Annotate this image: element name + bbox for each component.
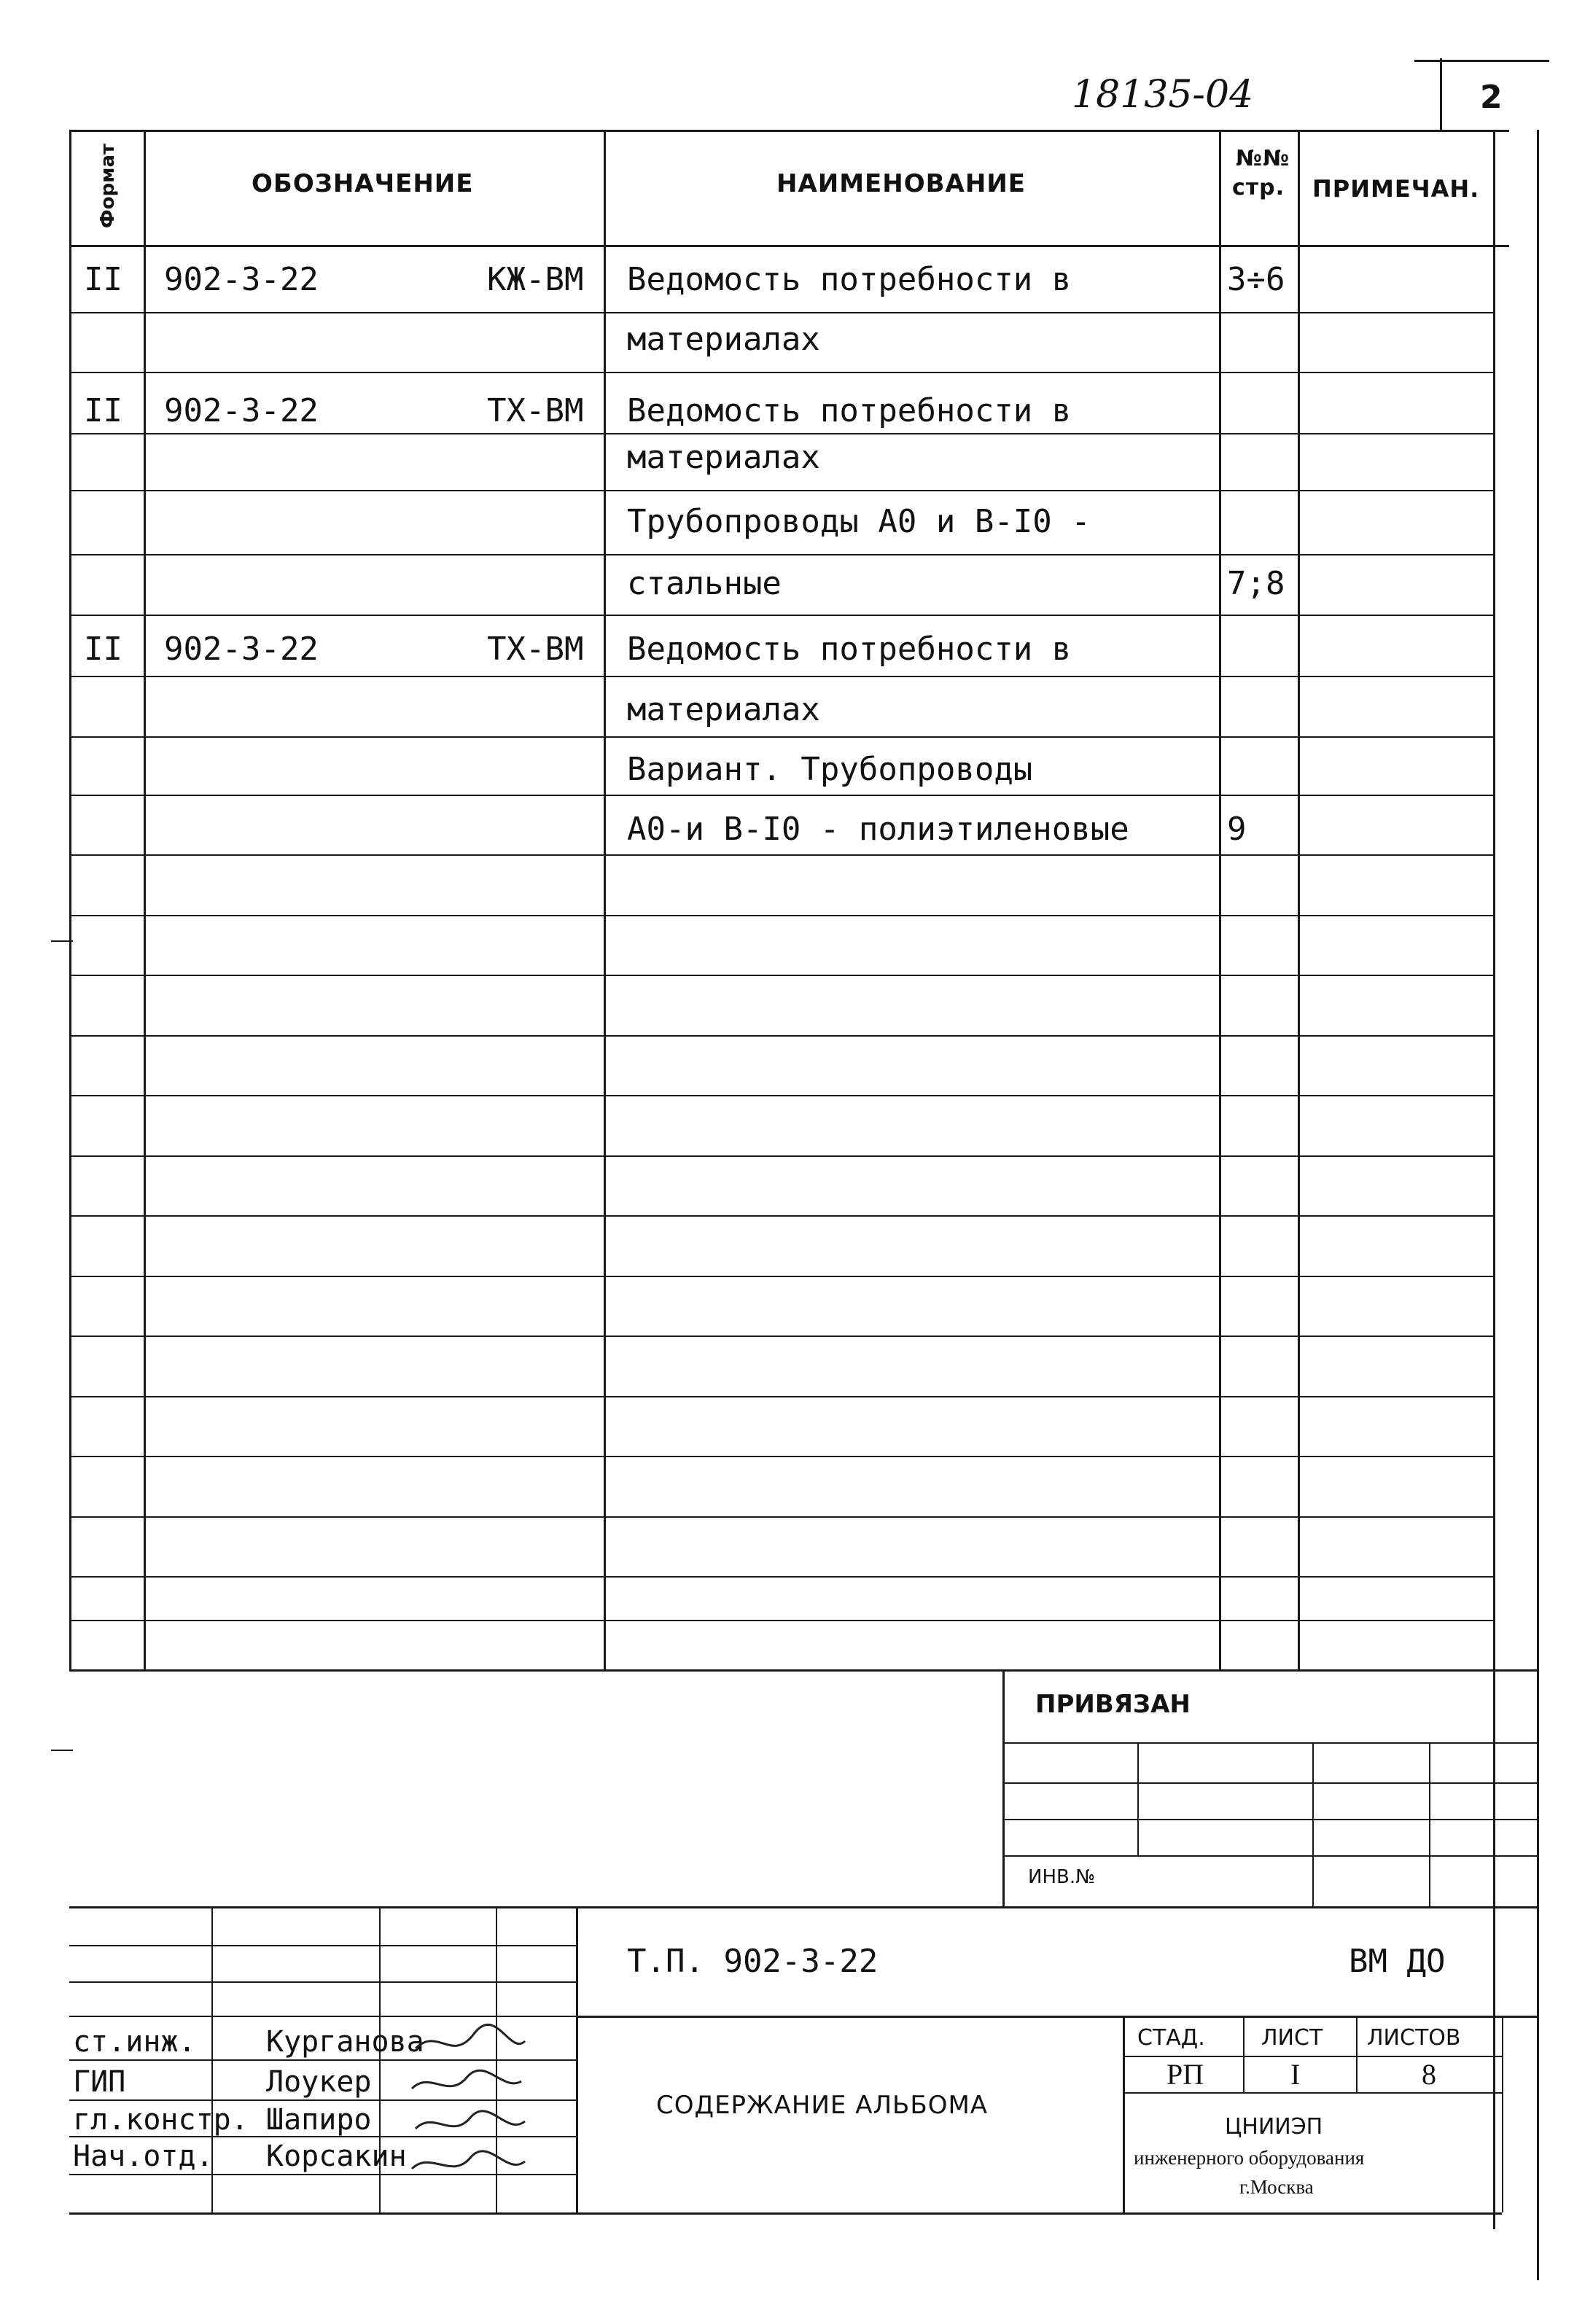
row-line xyxy=(69,854,1495,856)
row-line xyxy=(69,676,1495,677)
stage-label: СТАД. xyxy=(1137,2025,1205,2051)
header-pages-top: №№ xyxy=(1236,146,1290,171)
table-bottom-border xyxy=(69,1669,1538,1672)
row-code: 902-3-22 xyxy=(164,261,319,298)
org-line2: инженерного оборудования xyxy=(1134,2147,1365,2169)
row-line xyxy=(69,615,1495,616)
row-name: Вариант. Трубопроводы xyxy=(627,751,1033,788)
inv-label: ИНВ.№ xyxy=(1028,1866,1096,1888)
sig-line xyxy=(69,2016,576,2017)
row-line xyxy=(69,736,1495,738)
row-line xyxy=(69,975,1495,976)
row-line xyxy=(69,1155,1495,1157)
row-line xyxy=(69,554,1495,555)
privyazan-title: ПРИВЯЗАН xyxy=(1035,1690,1191,1719)
sig-role: ст.инж. xyxy=(73,2025,196,2059)
stage-line xyxy=(1123,2092,1502,2094)
row-suffix: КЖ-ВМ xyxy=(487,261,584,298)
signature-scribble xyxy=(412,2070,521,2089)
privyazan-vline xyxy=(1429,1742,1430,1906)
row-line xyxy=(69,372,1495,373)
sheets-label: ЛИСТОВ xyxy=(1367,2025,1461,2051)
col-line-right xyxy=(1493,130,1495,2229)
row-line xyxy=(69,1620,1495,1621)
row-line xyxy=(69,1335,1495,1337)
header-format: Формат xyxy=(97,143,119,229)
row-name: А0-и В-I0 - полиэтиленовые xyxy=(627,811,1129,848)
org-line3: г.Москва xyxy=(1239,2176,1314,2198)
row-line xyxy=(69,915,1495,916)
row-name: материалах xyxy=(627,321,820,358)
col-line-pages xyxy=(1298,130,1300,1672)
col-line-format xyxy=(144,130,146,1672)
stage-vline xyxy=(1502,2016,1503,2212)
album-title: СОДЕРЖАНИЕ АЛЬБОМА xyxy=(656,2091,989,2120)
col-line-left xyxy=(69,130,71,1672)
sheet-box-top xyxy=(1414,60,1549,62)
signature-scribble xyxy=(412,2151,525,2169)
row-name: Трубопроводы А0 и В-I0 - xyxy=(627,503,1091,540)
row-line xyxy=(69,312,1495,313)
row-name: стальные xyxy=(627,565,782,602)
row-name: материалах xyxy=(627,691,820,728)
signature-scribbles xyxy=(408,2019,532,2209)
row-name: Ведомость потребности в xyxy=(627,631,1072,668)
row-line xyxy=(69,490,1495,491)
row-line xyxy=(69,1095,1495,1096)
row-name: материалах xyxy=(627,439,820,476)
sig-role: ГИП xyxy=(73,2065,126,2099)
row-line xyxy=(69,1456,1495,1457)
privyazan-line xyxy=(1002,1782,1538,1784)
privyazan-left xyxy=(1002,1671,1005,1908)
privyazan-line xyxy=(1002,1855,1538,1857)
sheet-number: 2 xyxy=(1480,79,1503,116)
row-line xyxy=(69,1215,1495,1217)
row-code: 902-3-22 xyxy=(164,392,319,429)
table-top-border xyxy=(69,130,1509,132)
row-name: Ведомость потребности в xyxy=(627,261,1072,298)
org-line1: ЦНИИЭП xyxy=(1225,2114,1323,2140)
row-format: II xyxy=(84,631,122,668)
doc-number: 18135-04 xyxy=(1072,73,1254,117)
stage-vline xyxy=(1356,2016,1358,2092)
titleblock-top xyxy=(69,1906,1538,1908)
header-designation: ОБОЗНАЧЕНИЕ xyxy=(252,169,474,198)
col-line-name xyxy=(1219,130,1221,1672)
header-name: НАИМЕНОВАНИЕ xyxy=(776,169,1027,198)
edge-mark xyxy=(51,1750,73,1751)
row-suffix: ТХ-ВМ xyxy=(487,392,584,429)
privyazan-vline xyxy=(1312,1742,1314,1906)
row-pages: 9 xyxy=(1227,811,1247,848)
header-bottom-border xyxy=(69,245,1509,247)
stage-vline xyxy=(1243,2016,1245,2092)
header-note: ПРИМЕЧАН. xyxy=(1312,175,1480,203)
row-line xyxy=(69,795,1495,796)
stage-divider xyxy=(1123,2016,1125,2212)
col-line-designation xyxy=(604,130,606,1672)
project-number: Т.П. 902-3-22 xyxy=(627,1943,879,1980)
sig-name: Лоукер xyxy=(266,2065,372,2099)
row-line xyxy=(69,1276,1495,1277)
sig-role: гл.констр. xyxy=(73,2103,249,2137)
sig-name: Шапиро xyxy=(266,2103,372,2137)
titleblock-divider xyxy=(576,1906,578,2212)
row-name: Ведомость потребности в xyxy=(627,392,1072,429)
titleblock-bottom xyxy=(69,2212,1502,2215)
row-suffix: ТХ-ВМ xyxy=(487,631,584,668)
sig-line xyxy=(69,1945,576,1946)
sheet-label: ЛИСТ xyxy=(1261,2025,1323,2051)
row-line xyxy=(69,1396,1495,1397)
row-pages: 3÷6 xyxy=(1227,261,1285,298)
titleblock-mid xyxy=(576,2016,1538,2018)
sig-line xyxy=(69,1981,576,1983)
privyazan-vline xyxy=(1137,1742,1139,1855)
row-pages: 7;8 xyxy=(1227,565,1285,602)
row-line xyxy=(69,1516,1495,1518)
edge-mark xyxy=(51,940,73,942)
sig-name: Корсакин xyxy=(266,2140,407,2173)
sig-role: Нач.отд. xyxy=(73,2140,214,2173)
sheet-value: I xyxy=(1290,2058,1301,2091)
sheet-box-left xyxy=(1440,58,1442,131)
privyazan-line xyxy=(1002,1819,1538,1820)
row-format: II xyxy=(84,392,122,429)
sheets-value: 8 xyxy=(1422,2058,1436,2091)
project-code: ВМ ДО xyxy=(1349,1943,1446,1980)
row-format: II xyxy=(84,261,122,298)
signature-scribble xyxy=(416,2111,525,2129)
row-code: 902-3-22 xyxy=(164,631,319,668)
privyazan-line xyxy=(1002,1742,1538,1744)
stage-value: РП xyxy=(1166,2058,1204,2091)
row-line xyxy=(69,1035,1495,1037)
sig-name: Курганова xyxy=(266,2025,424,2059)
row-line xyxy=(69,433,1495,434)
outer-right-edge xyxy=(1537,130,1539,2280)
header-pages-bottom: стр. xyxy=(1232,175,1285,200)
signature-scribble xyxy=(416,2024,525,2048)
row-line xyxy=(69,1576,1495,1578)
